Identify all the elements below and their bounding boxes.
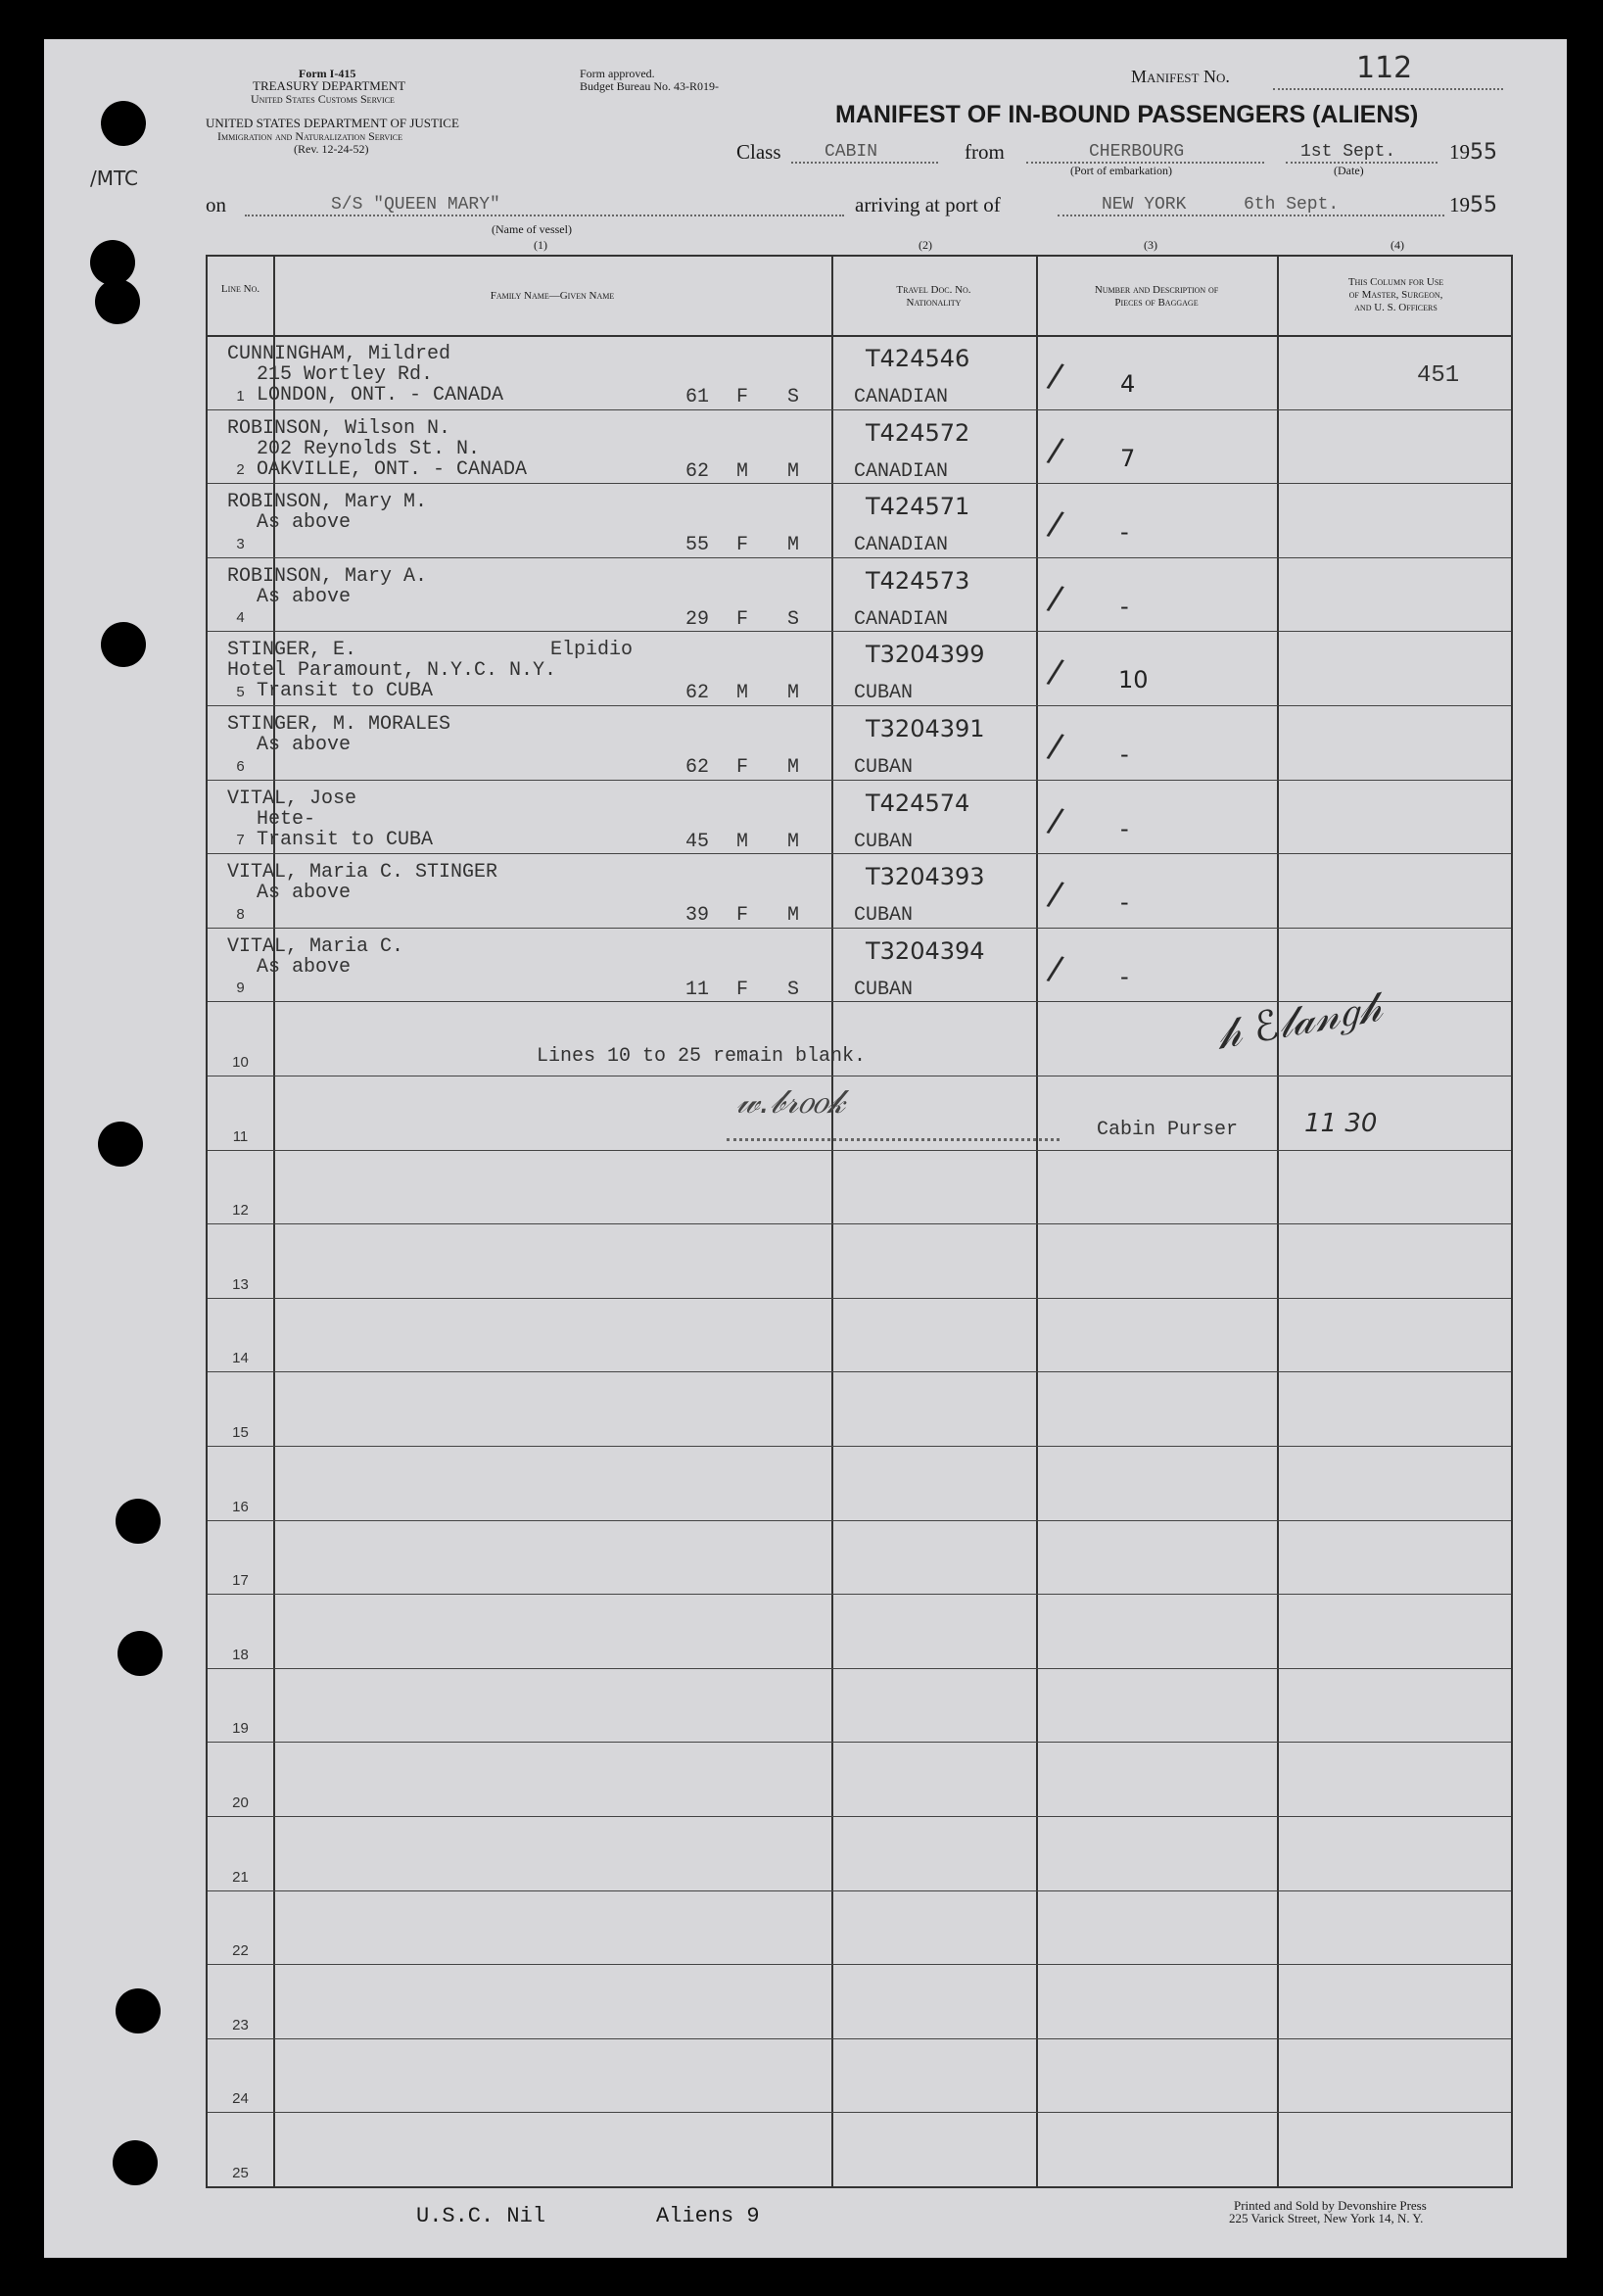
on-label: on: [206, 193, 226, 216]
passenger-table: [206, 255, 1513, 2188]
line-number: 4: [236, 609, 245, 627]
passenger-age: 55: [685, 534, 710, 557]
line-number: 21: [232, 1868, 249, 1886]
passenger-sex: F: [736, 607, 749, 631]
blank-lines-note: Lines 10 to 25 remain blank.: [537, 1045, 867, 1068]
year-2: 55: [1470, 193, 1497, 217]
nationality: CANADIAN: [854, 459, 949, 483]
passenger-marital-status: S: [787, 978, 800, 1001]
baggage-check-mark: /: [1045, 651, 1066, 694]
line-number: 9: [236, 980, 245, 997]
passenger-name: ROBINSON, Mary M.: [227, 491, 428, 514]
passenger-address: 215 Wortley Rd.: [257, 363, 434, 386]
arrival-date: 6th Sept.: [1244, 195, 1340, 215]
line-number: 23: [232, 2016, 249, 2033]
arrival-port: NEW YORK: [1102, 195, 1187, 215]
baggage-check-mark: /: [1045, 429, 1066, 471]
line-number: 17: [232, 1572, 249, 1590]
port-of-embarkation: CHERBOURG: [1089, 142, 1185, 162]
passenger-sex: M: [736, 459, 749, 483]
passenger-address: Hete-: [257, 807, 316, 831]
passenger-marital-status: M: [787, 534, 800, 557]
passenger-age: 45: [685, 830, 710, 853]
baggage-count: 10: [1118, 666, 1149, 694]
year-prefix-1: 19: [1449, 140, 1470, 164]
line-number: 15: [232, 1424, 249, 1441]
arriving-label: arriving at port of: [855, 193, 1001, 216]
passenger-marital-status: M: [787, 904, 800, 928]
line-number: 13: [232, 1275, 249, 1293]
passenger-name: VITAL, Maria C. STINGER: [227, 861, 498, 885]
passenger-destination: Transit to CUBA: [257, 680, 434, 703]
line-number: 18: [232, 1646, 249, 1663]
passenger-destination: OAKVILLE, ONT. - CANADA: [257, 457, 528, 481]
line-number: 19: [232, 1720, 249, 1738]
treasury-dept: TREASURY DEPARTMENT: [253, 78, 406, 93]
baggage-count: -: [1120, 962, 1129, 990]
revision: (Rev. 12-24-52): [294, 142, 369, 156]
punch-hole: [118, 1631, 163, 1676]
col-num-2: (2): [919, 238, 932, 252]
header-baggage: Number and Description of Pieces of Baggage: [1094, 284, 1219, 309]
line-number: 11: [232, 1127, 249, 1145]
manifest-title: MANIFEST OF IN-BOUND PASSENGERS (ALIENS): [835, 101, 1419, 128]
passenger-marital-status: M: [787, 756, 800, 779]
line-number: 25: [232, 2165, 249, 2181]
travel-doc-number: T3204393: [866, 863, 985, 891]
line-number: 1: [236, 387, 245, 405]
punch-hole: [98, 1122, 143, 1167]
printer-line-2: 225 Varick Street, New York 14, N. Y.: [1229, 2211, 1424, 2225]
passenger-marital-status: M: [787, 459, 800, 483]
purser-signature: 𝓌.𝒷𝓇𝑜𝑜𝓀: [736, 1082, 845, 1122]
header-name: Family Name—Given Name: [490, 290, 615, 302]
travel-doc-number: T424546: [866, 345, 970, 372]
line-number: 3: [236, 535, 245, 552]
passenger-name: ROBINSON, Wilson N.: [227, 416, 451, 440]
vessel-caption: (Name of vessel): [492, 222, 572, 236]
passenger-marital-status: S: [787, 386, 800, 408]
line-number: 16: [232, 1498, 249, 1515]
travel-doc-number: T3204399: [866, 641, 985, 669]
baggage-count: 7: [1120, 444, 1136, 472]
passenger-sex: F: [736, 756, 749, 779]
passenger-address: 202 Reynolds St. N.: [257, 437, 481, 460]
line-number: 24: [232, 2090, 249, 2108]
punch-hole: [95, 279, 140, 324]
nationality: CUBAN: [854, 830, 914, 853]
nationality: CUBAN: [854, 904, 914, 928]
nationality: CUBAN: [854, 756, 914, 779]
passenger-name: VITAL, Jose: [227, 787, 357, 810]
punch-hole: [90, 240, 135, 285]
passenger-age: 61: [685, 386, 710, 408]
line-number: 8: [236, 905, 245, 923]
baggage-count: 4: [1120, 370, 1136, 398]
line-number: 12: [232, 1202, 249, 1220]
passenger-address: As above: [257, 734, 352, 756]
nationality: CANADIAN: [854, 386, 949, 408]
nationality: CANADIAN: [854, 534, 949, 557]
justice-dept: UNITED STATES DEPARTMENT OF JUSTICE: [206, 116, 459, 130]
from-label: from: [965, 140, 1005, 164]
line-number: 2: [236, 461, 245, 479]
line-number: 14: [232, 1350, 249, 1367]
line-number: 5: [236, 684, 245, 700]
baggage-count: -: [1120, 741, 1129, 768]
baggage-count: -: [1120, 814, 1129, 842]
passenger-name: STINGER, E.: [227, 639, 357, 662]
baggage-check-mark: /: [1045, 577, 1066, 619]
baggage-check-mark: /: [1045, 726, 1066, 767]
punch-hole: [116, 1988, 161, 2033]
line-number: 6: [236, 757, 245, 775]
punch-hole: [101, 101, 146, 146]
passenger-address: As above: [257, 585, 352, 608]
col-num-3: (3): [1144, 238, 1157, 252]
cabin-purser-label: Cabin Purser: [1097, 1119, 1239, 1141]
stamp-mtc: /MTC: [90, 167, 139, 190]
line-number: 22: [232, 1942, 249, 1960]
passenger-marital-status: M: [787, 682, 800, 705]
passenger-destination: LONDON, ONT. - CANADA: [257, 384, 504, 407]
baggage-check-mark: /: [1045, 874, 1066, 915]
passenger-age: 62: [685, 756, 710, 779]
passenger-name: ROBINSON, Mary A.: [227, 564, 428, 588]
passenger-address: As above: [257, 882, 352, 905]
passenger-address: As above: [257, 511, 352, 535]
official-number: 451: [1417, 362, 1460, 389]
inspector-time: 11 30: [1304, 1109, 1378, 1138]
form-number: Form I-415: [299, 67, 356, 80]
passenger-age: 62: [685, 682, 710, 705]
col-num-4: (4): [1391, 238, 1404, 252]
aliens-count: Aliens 9: [656, 2204, 760, 2228]
class-label: Class: [736, 140, 781, 164]
punch-hole: [101, 622, 146, 667]
line-number: 10: [232, 1054, 249, 1071]
date-caption: (Date): [1334, 164, 1364, 177]
col-num-1: (1): [534, 238, 547, 252]
passenger-marital-status: S: [787, 607, 800, 631]
usc-nil: U.S.C. Nil: [416, 2204, 546, 2228]
nationality: CANADIAN: [854, 607, 949, 631]
embarkation-date: 1st Sept.: [1300, 142, 1396, 162]
travel-doc-number: T3204391: [866, 715, 985, 742]
embarkation-caption: (Port of embarkation): [1070, 164, 1172, 177]
header-travel-doc: Travel Doc. No. Nationality: [896, 284, 971, 309]
travel-doc-number: T424574: [866, 789, 970, 817]
baggage-check-mark: /: [1045, 503, 1066, 545]
passenger-sex: F: [736, 534, 749, 557]
passenger-address: As above: [257, 955, 352, 979]
line-number: 20: [232, 1794, 249, 1811]
nationality: CUBAN: [854, 978, 914, 1001]
passenger-sex: F: [736, 386, 749, 408]
passenger-sex: M: [736, 682, 749, 705]
inspector-signature: 𝒽 ℰ𝓁𝒶𝓃𝑔𝒽: [1212, 981, 1386, 1059]
baggage-count: -: [1120, 518, 1129, 547]
customs-service: United States Customs Service: [251, 92, 395, 106]
passenger-name: VITAL, Maria C.: [227, 934, 404, 958]
passenger-address: Hotel Paramount, N.Y.C. N.Y.: [227, 659, 557, 683]
passenger-age: 29: [685, 607, 710, 631]
passenger-name: STINGER, M. MORALES: [227, 713, 451, 736]
class-value: CABIN: [825, 142, 878, 162]
baggage-check-mark: /: [1045, 947, 1066, 989]
punch-hole: [116, 1499, 161, 1544]
printer-line-1: Printed and Sold by Devonshire Press: [1234, 2198, 1427, 2213]
travel-doc-number: T424572: [866, 418, 970, 447]
passenger-sex: M: [736, 830, 749, 853]
passenger-destination: Transit to CUBA: [257, 828, 434, 851]
travel-doc-number: T3204394: [866, 936, 985, 965]
header-officers: This Column for Use of Master, Surgeon, and U. S. Officers: [1347, 276, 1444, 313]
year-prefix-2: 19: [1449, 193, 1470, 216]
travel-doc-number: T424571: [866, 493, 970, 521]
punch-hole: [113, 2140, 158, 2185]
line-number: 7: [236, 832, 245, 849]
passenger-marital-status: M: [787, 830, 800, 853]
immigration-service: Immigration and Naturalization Service: [217, 129, 403, 143]
baggage-count: -: [1120, 888, 1129, 917]
passenger-age: 11: [685, 978, 710, 1001]
baggage-check-mark: /: [1045, 356, 1066, 397]
travel-doc-number: T424573: [866, 566, 970, 595]
header-line-no: Line No.: [220, 283, 260, 295]
passenger-name-note: Elpidio: [550, 639, 634, 662]
year-1: 55: [1470, 140, 1497, 165]
budget-bureau: Budget Bureau No. 43-R019-: [580, 79, 719, 93]
nationality: CUBAN: [854, 682, 914, 705]
passenger-age: 62: [685, 459, 710, 483]
baggage-check-mark: /: [1045, 799, 1066, 841]
passenger-sex: F: [736, 904, 749, 928]
manifest-number: 112: [1356, 51, 1413, 85]
baggage-count: -: [1120, 592, 1129, 620]
vessel-name: S/S "QUEEN MARY": [331, 195, 500, 215]
passenger-sex: F: [736, 978, 749, 1001]
form-approved: Form approved.: [580, 67, 655, 80]
manifest-no-label: Manifest No.: [1131, 67, 1230, 86]
passenger-name: CUNNINGHAM, Mildred: [227, 343, 451, 365]
passenger-age: 39: [685, 904, 710, 928]
